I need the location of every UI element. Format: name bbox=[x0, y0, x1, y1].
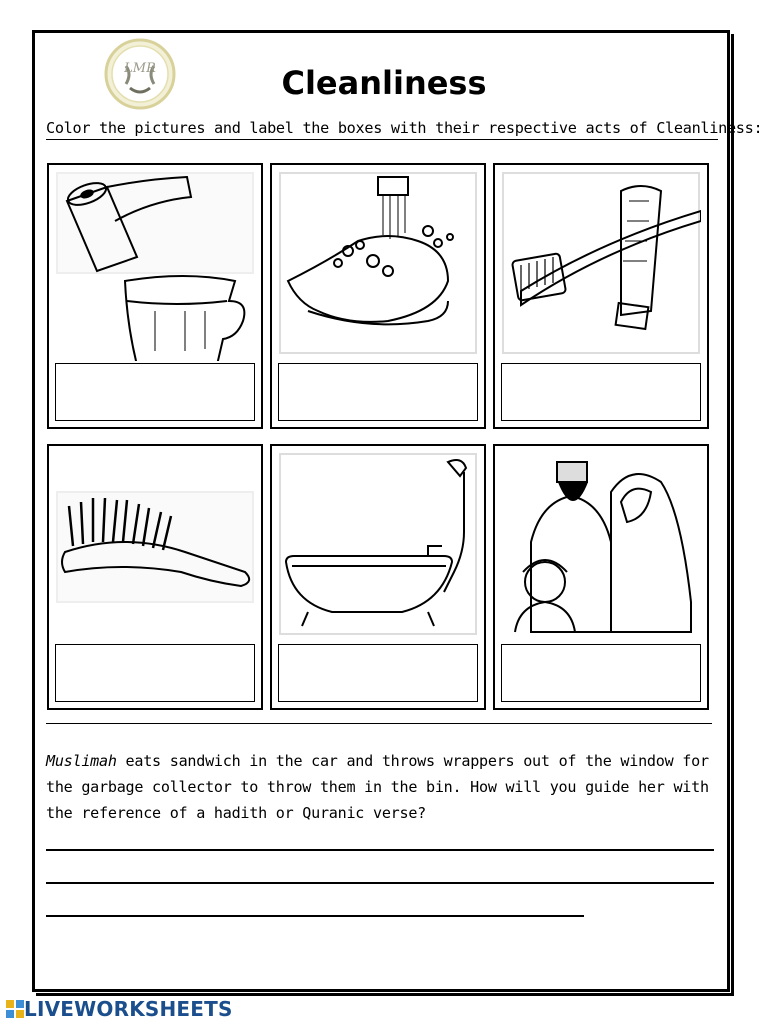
toothbrush-toothpaste-icon bbox=[501, 171, 701, 361]
picture-card-3 bbox=[493, 163, 709, 429]
question-name: Muslimah bbox=[46, 752, 117, 770]
question-body: eats sandwich in the car and throws wrappers out of the window for the garbage collector to throw them in the bin. How will you guide her with the reference of a hadith or Quranic verse? bbox=[46, 752, 709, 822]
picture-card-4 bbox=[47, 444, 263, 710]
answer-line-3[interactable] bbox=[46, 915, 584, 917]
label-box-4[interactable] bbox=[55, 644, 255, 702]
label-box-3[interactable] bbox=[501, 363, 701, 421]
answer-line-2[interactable] bbox=[46, 882, 714, 884]
picture-card-6 bbox=[493, 444, 709, 710]
picture-card-1 bbox=[47, 163, 263, 429]
svg-text:LMR: LMR bbox=[124, 61, 156, 76]
page-title: Cleanliness bbox=[281, 64, 487, 102]
picture-card-2 bbox=[270, 163, 486, 429]
answer-line-1[interactable] bbox=[46, 849, 714, 851]
picture-card-5 bbox=[270, 444, 486, 710]
hairbrush-icon bbox=[55, 452, 255, 642]
family-clothing-icon bbox=[501, 452, 701, 642]
liveworksheets-logo-icon bbox=[6, 1000, 24, 1018]
label-box-5[interactable] bbox=[278, 644, 478, 702]
toilet-paper-jug-icon bbox=[55, 171, 255, 361]
washing-hands-icon bbox=[278, 171, 478, 361]
label-box-6[interactable] bbox=[501, 644, 701, 702]
section-divider bbox=[46, 723, 712, 724]
question-text bbox=[46, 748, 722, 826]
label-box-2[interactable] bbox=[278, 363, 478, 421]
liveworksheets-brand bbox=[6, 996, 233, 1022]
brand-text: LIVEWORKSHEETS bbox=[24, 997, 233, 1021]
bathtub-icon bbox=[278, 452, 478, 642]
instructions: Color the pictures and label the boxes with their respective acts of Cleanliness: bbox=[46, 119, 718, 140]
label-box-1[interactable] bbox=[55, 363, 255, 421]
